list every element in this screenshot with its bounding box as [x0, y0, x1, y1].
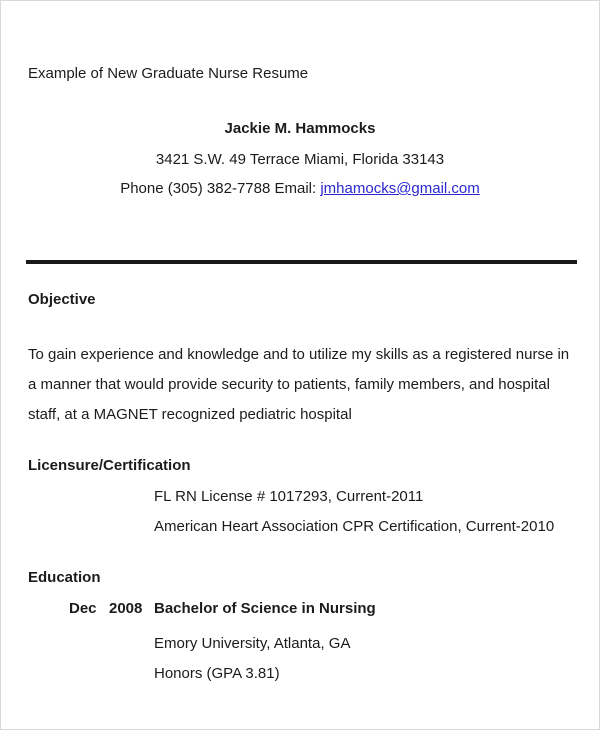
education-degree: Bachelor of Science in Nursing	[154, 600, 376, 617]
licensure-item: American Heart Association CPR Certification, Current-2010	[154, 518, 555, 535]
licensure-heading: Licensure/Certification	[28, 457, 191, 474]
contact-line	[1, 179, 599, 198]
education-heading: Education	[28, 569, 101, 586]
candidate-name: Jackie M. Hammocks	[224, 120, 376, 137]
candidate-address: 3421 S.W. 49 Terrace Miami, Florida 33143	[155, 151, 445, 168]
email-link[interactable]: jmhamocks@gmail.com	[320, 180, 480, 197]
education-year: 2008	[109, 600, 143, 617]
education-school: Emory University, Atlanta, GA	[154, 635, 351, 652]
section-divider-rule	[26, 260, 577, 264]
phone-email-label: Phone (305) 382-7788 Email:	[120, 180, 321, 197]
document-caption: Example of New Graduate Nurse Resume	[28, 65, 309, 82]
objective-text: To gain experience and knowledge and to utilize my skills as a registered nurse in a manner that would provide security to patients, family members, and hospital staff, at a MAGNET recognized pediatric hospital	[28, 346, 570, 423]
objective-heading: Objective	[28, 291, 96, 308]
education-month: Dec	[69, 600, 97, 617]
licensure-item: FL RN License # 1017293, Current-2011	[154, 488, 424, 505]
education-honors: Honors (GPA 3.81)	[154, 665, 280, 682]
